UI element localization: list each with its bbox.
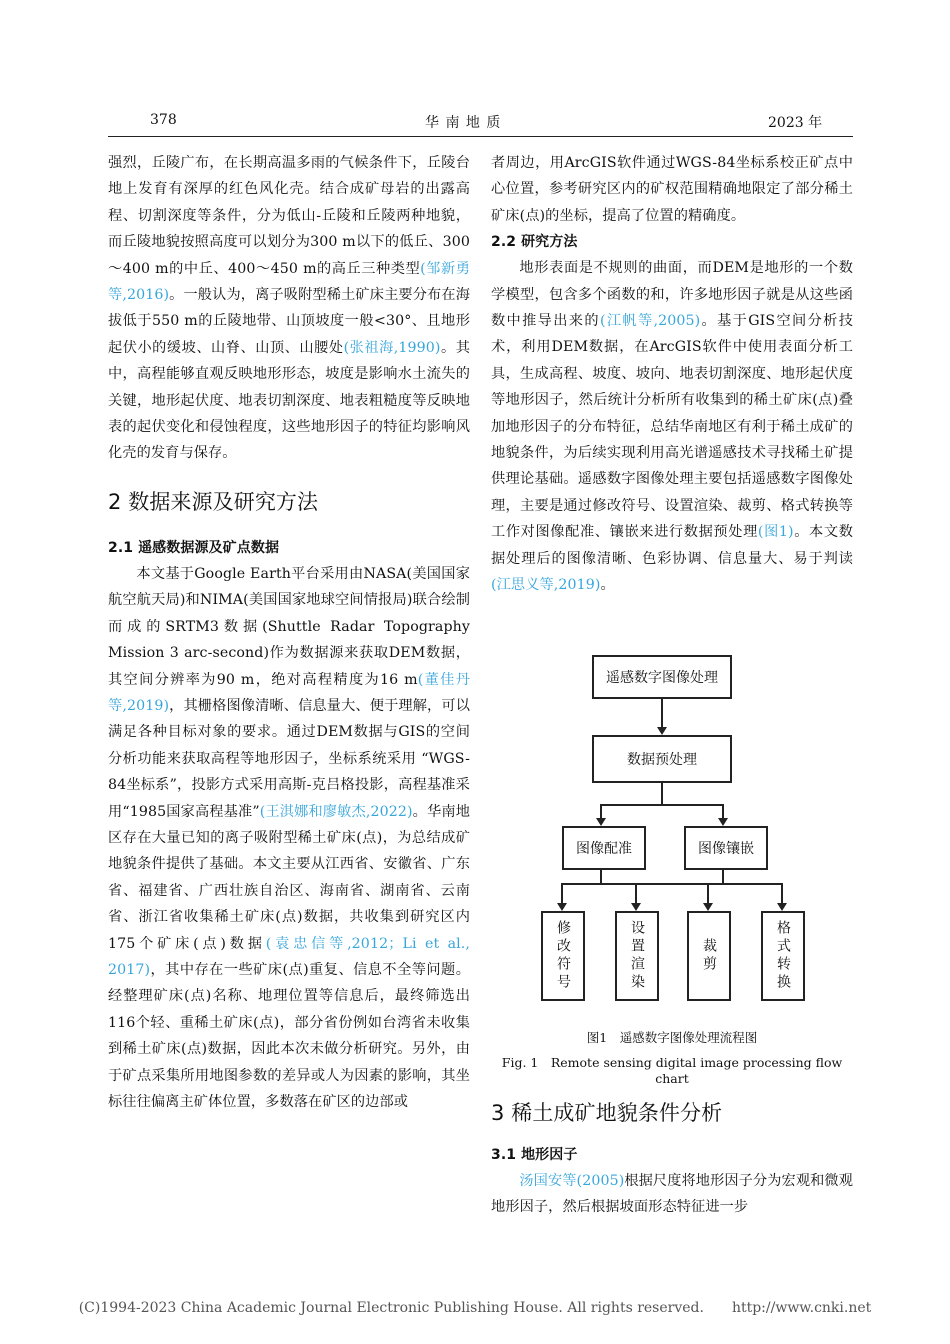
flow-arrow xyxy=(557,903,567,911)
text-run: 地形表面是不规则的曲面，而DEM是地形的一个数学模型，包含多个函数的和，许多地形因子就是从这些函数中推导出来的 xyxy=(491,260,853,330)
text-run: 。基于GIS空间分析技术，利用DEM数据，在ArcGIS软件中使用表面分析工具，生成高程、坡度、坡向、地表切割深度、地形起伏度等地形因子，然后统计分析所有收集到的稀土矿床(点)叠加地形因子的分布特征，总结华南地区有利于稀土成矿的地貌条件，为后续实现利用高光谱遥感技术寻找稀土矿提供理论基础。遥感数字图像处理主要包括遥感数字图像处理，主要是通过修改符号、设置渲染、裁剪、格式转换等工作对图像配准、镶嵌来进行数据预处理 xyxy=(491,313,853,541)
flow-connector xyxy=(635,883,637,903)
flow-connector xyxy=(722,868,724,884)
flow-connector xyxy=(661,781,663,805)
text-run: 。本文数据处理后的图像清晰、色彩协调、信息量大、易于判读 xyxy=(491,524,853,567)
flow-leaf-format-convert: 格式转换 xyxy=(761,911,805,1001)
text-run: 强烈，丘陵广布，在长期高温多雨的气候条件下，丘陵台地上发育有深厚的红色风化壳。结合成矿母岩的出露高程、切割深度等条件，分为低山-丘陵和丘陵两种地貌，而丘陵地貌按照高度可以划分为300 m以下的低丘、300～400 m的中丘、400～450 m的高丘三种类型 xyxy=(108,155,470,277)
text-run: 根据尺度将地形因子分为宏观和微观地形因子，然后根据坡面形态特征进一步 xyxy=(491,1173,853,1216)
citation: (张祖海,1990) xyxy=(343,339,441,356)
section-heading-2: 2 数据来源及研究方法 xyxy=(108,489,319,514)
flow-arrow xyxy=(703,903,713,911)
citation: 汤国安等(2005) xyxy=(519,1173,625,1189)
flow-leaf-modify-symbol: 修改符号 xyxy=(541,911,585,1001)
citation: (江思义等,2019) xyxy=(491,577,601,594)
right-paragraph-1 xyxy=(491,150,853,229)
flow-arrow xyxy=(596,818,606,826)
text-run: 。一般认为，离子吸附型稀土矿床主要分布在海拔低于550 m的丘陵地带、山顶坡度一般<30°、且地形起伏小的缓坡、山脊、山顶、山腰处 xyxy=(108,287,470,356)
flow-connector xyxy=(661,697,663,727)
flow-connector xyxy=(707,883,709,903)
flow-arrow xyxy=(777,903,787,911)
text-run: ，其栅格图像清晰、信息量大、便于理解，可以满足各种目标对象的要求。通过DEM数据与GIS的空间分析功能来获取高程等地形因子，坐标系统采用 “WGS-84坐标系”，投影方式采用高斯-克吕格投影，高程基准采用“1985国家高程基准” xyxy=(108,697,470,820)
right-paragraph-3 xyxy=(491,1168,853,1221)
subsection-heading-2-2: 2.2 研究方法 xyxy=(491,234,578,251)
text-run: 本文基于Google Earth平台采用由NASA(美国国家航空航天局)和NIMA(美国国家地球空间情报局)联合绘制而成的SRTM3数据(Shuttle Radar Topography Mission 3 arc-second)作为数据源来获取DEM数据，其空间分辨率为90 m，绝对高程精度为16 m xyxy=(108,565,470,688)
citation: (袁忠信等,2012；Li et al., 2017) xyxy=(108,935,470,978)
subsection-heading-3-1: 3.1 地形因子 xyxy=(491,1147,578,1163)
left-column xyxy=(108,150,470,1115)
header-rule xyxy=(108,136,853,137)
page-number: 378 xyxy=(150,112,177,128)
flow-arrow xyxy=(657,727,667,735)
flow-leaf-set-render: 设置渲染 xyxy=(615,911,659,1001)
citation: (图1) xyxy=(757,524,794,541)
flow-connector xyxy=(561,883,783,885)
copyright-footer: (C)1994-2023 China Academic Journal Electronic Publishing House. All rights reserved. http://www.cnki.net xyxy=(78,1300,872,1316)
right-column xyxy=(491,150,853,599)
flow-connector xyxy=(722,804,724,818)
flow-leaf-clip: 裁剪 xyxy=(687,911,731,1001)
text-run: ，其中存在一些矿床(点)重复、信息不全等问题。经整理矿床(点)名称、地理位置等信息后，最终筛选出116个轻、重稀土矿床(点)，部分省份例如台湾省未收集到稀土矿床(点)数据，因此本次未做分析研究。另外，由于矿点采集所用地图参数的差异或人为因素的影响，其坐标往往偏离主矿体位置，多数落在矿区的边部或 xyxy=(108,961,470,1110)
flow-connector xyxy=(600,804,724,806)
figure-caption-en: Fig. 1 Remote sensing digital image processing flow chart xyxy=(501,1055,843,1086)
flow-node-preprocess: 数据预处理 xyxy=(592,735,732,783)
left-paragraph-1 xyxy=(108,150,470,467)
flow-node-registration: 图像配准 xyxy=(562,826,646,870)
year: 2023 年 xyxy=(768,115,823,131)
figure-caption-cn: 图1 遥感数字图像处理流程图 xyxy=(586,1030,758,1045)
flow-arrow xyxy=(718,818,728,826)
flow-connector xyxy=(600,804,602,818)
journal-name: 华 南 地 质 xyxy=(425,115,502,131)
flow-connector xyxy=(561,883,563,903)
citation: (邹新勇等,2016) xyxy=(108,260,470,304)
flow-arrow xyxy=(631,903,641,911)
flow-connector xyxy=(781,883,783,903)
left-paragraph-2 xyxy=(108,561,470,1116)
section-heading-3: 3 稀土成矿地貌条件分析 xyxy=(491,1101,723,1125)
text-run: 者周边，用ArcGIS软件通过WGS-84坐标系校正矿点中心位置，参考研究区内的矿权范围精确地限定了部分稀土矿床(点)的坐标，提高了位置的精确度。 xyxy=(491,155,853,224)
flow-connector xyxy=(600,868,602,884)
citation: (江帆等,2005) xyxy=(599,313,701,330)
figure-1-flowchart xyxy=(540,653,802,1011)
text-run: 。其中，高程能够直观反映地形形态，坡度是影响水土流失的关键，地形起伏度、地表切割深度、地表粗糙度等反映地表的起伏变化和侵蚀程度，这些地形因子的特征均影响风化壳的发育与保存。 xyxy=(108,339,471,462)
text-run: 。 xyxy=(600,577,615,594)
right-column-lower xyxy=(491,1090,853,1221)
citation: (董佳丹等,2019) xyxy=(108,671,470,714)
subsection-heading-2-1: 2.1 遥感数据源及矿点数据 xyxy=(108,539,280,556)
flow-node-top: 遥感数字图像处理 xyxy=(592,655,732,699)
right-paragraph-2 xyxy=(491,255,853,598)
flow-node-mosaic: 图像镶嵌 xyxy=(684,826,768,870)
citation: (王淇娜和廖敏杰,2022) xyxy=(259,803,413,820)
text-run: 。华南地区存在大量已知的离子吸附型稀土矿床(点)，为总结成矿地貌条件提供了基础。本文主要从江西省、安徽省、广东省、福建省、广西壮族自治区、海南省、湖南省、云南省、浙江省收集稀土矿床(点)数据，共收集到研究区内175个矿床(点)数据 xyxy=(108,803,471,952)
